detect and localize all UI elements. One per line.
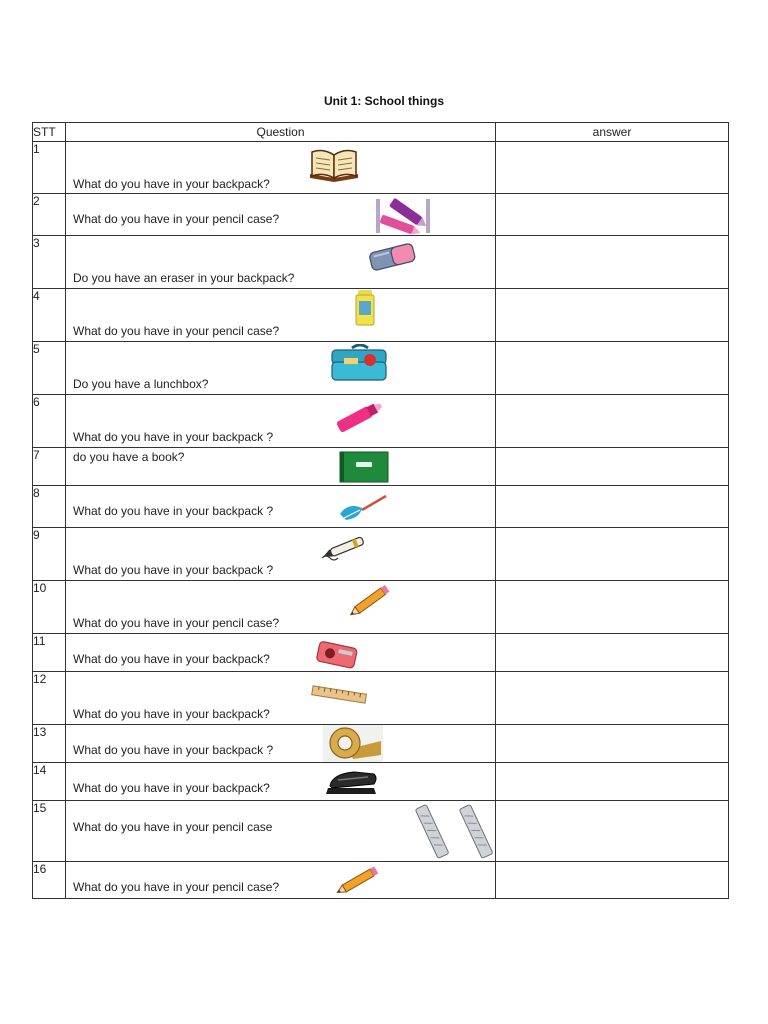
table-row (33, 763, 729, 801)
question-text: What do you have in your backpack ? (73, 743, 274, 757)
answer-cell[interactable] (496, 862, 729, 899)
row-number: 14 (33, 763, 66, 801)
question-cell (66, 289, 496, 342)
question-cell (66, 581, 496, 634)
row-number: 3 (33, 236, 66, 289)
question-table (32, 122, 729, 899)
question-cell (66, 763, 496, 801)
question-text: What do you have in your backpack? (73, 652, 270, 666)
row-number: 15 (33, 801, 66, 862)
question-cell (66, 486, 496, 528)
table-row (33, 142, 729, 194)
question-cell (66, 672, 496, 725)
table-header-row (33, 123, 729, 142)
row-number: 1 (33, 142, 66, 194)
question-text: Do you have an eraser in your backpack? (73, 271, 295, 285)
question-text: do you have a book? (73, 450, 185, 464)
lunchbox-icon (330, 344, 390, 382)
row-number: 8 (33, 486, 66, 528)
question-cell (66, 725, 496, 763)
cutter-icon (414, 802, 452, 860)
answer-cell[interactable] (496, 289, 729, 342)
question-cell (66, 528, 496, 581)
row-number: 2 (33, 194, 66, 236)
paintbrush-icon (338, 492, 388, 524)
pen-icon (320, 530, 372, 564)
table-row (33, 528, 729, 581)
question-cell (66, 862, 496, 899)
row-number: 6 (33, 395, 66, 448)
answer-cell[interactable] (496, 725, 729, 763)
answer-cell[interactable] (496, 448, 729, 486)
answer-cell[interactable] (496, 763, 729, 801)
row-number: 16 (33, 862, 66, 899)
answer-cell[interactable] (496, 236, 729, 289)
answer-cell[interactable] (496, 801, 729, 862)
row-number: 13 (33, 725, 66, 763)
row-number: 9 (33, 528, 66, 581)
question-text: What do you have in your pencil case? (73, 616, 280, 630)
question-text: Do you have a lunchbox? (73, 377, 209, 391)
table-row (33, 672, 729, 725)
row-number: 4 (33, 289, 66, 342)
answer-cell[interactable] (496, 395, 729, 448)
table-row (33, 725, 729, 763)
crayons-icon (376, 195, 430, 235)
question-cell (66, 801, 496, 862)
table-row (33, 801, 729, 862)
answer-header: answer (496, 123, 729, 142)
table-row (33, 581, 729, 634)
answer-cell[interactable] (496, 672, 729, 725)
glue-stick-icon (354, 289, 376, 327)
answer-cell[interactable] (496, 194, 729, 236)
row-number: 11 (33, 634, 66, 672)
stt-header: STT (33, 123, 66, 142)
table-row (33, 236, 729, 289)
question-text: What do you have in your pencil case? (73, 880, 280, 894)
row-number: 7 (33, 448, 66, 486)
answer-cell[interactable] (496, 342, 729, 395)
question-cell (66, 395, 496, 448)
question-cell (66, 634, 496, 672)
question-text: What do you have in your pencil case (73, 820, 273, 834)
answer-cell[interactable] (496, 486, 729, 528)
question-text: What do you have in your pencil case? (73, 324, 280, 338)
question-text: What do you have in your backpack? (73, 707, 270, 721)
question-text: What do you have in your backpack ? (73, 430, 274, 444)
answer-cell[interactable] (496, 581, 729, 634)
table-row (33, 194, 729, 236)
tape-icon (323, 725, 383, 762)
question-text: What do you have in your pencil case? (73, 212, 280, 226)
highlighter-icon (332, 397, 386, 435)
question-cell (66, 142, 496, 194)
table-row (33, 634, 729, 672)
table-row (33, 486, 729, 528)
question-text: What do you have in your backpack ? (73, 563, 274, 577)
question-cell (66, 448, 496, 486)
table-row (33, 395, 729, 448)
cutter-icon (458, 802, 496, 860)
sharpener-icon (312, 637, 364, 671)
table-row (33, 289, 729, 342)
question-text: What do you have in your backpack ? (73, 504, 274, 518)
question-text: What do you have in your backpack? (73, 177, 270, 191)
pencil-icon (346, 582, 396, 618)
row-number: 5 (33, 342, 66, 395)
question-cell (66, 342, 496, 395)
question-header: Question (66, 123, 496, 142)
pencil-icon (334, 863, 384, 897)
ruler-icon (310, 684, 368, 706)
question-cell (66, 194, 496, 236)
question-text: What do you have in your backpack? (73, 781, 270, 795)
notebook-icon (338, 450, 390, 484)
table-row (33, 342, 729, 395)
row-number: 10 (33, 581, 66, 634)
table-row (33, 448, 729, 486)
answer-cell[interactable] (496, 634, 729, 672)
answer-cell[interactable] (496, 142, 729, 194)
table-row (33, 862, 729, 899)
row-number: 12 (33, 672, 66, 725)
eraser-icon (366, 240, 418, 272)
question-cell (66, 236, 496, 289)
answer-cell[interactable] (496, 528, 729, 581)
book-icon (308, 148, 360, 184)
page-title: Unit 1: School things (324, 94, 444, 108)
stapler-icon (324, 766, 380, 798)
